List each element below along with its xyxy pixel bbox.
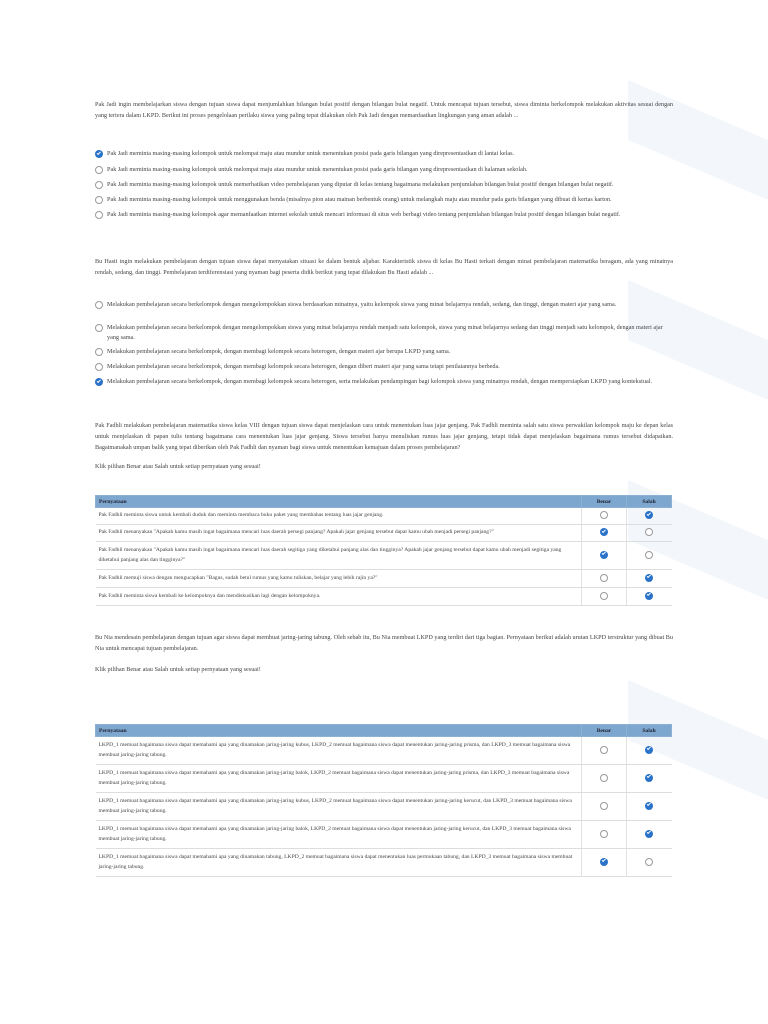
option-item[interactable]	[95, 165, 673, 175]
table-row	[96, 525, 672, 542]
option-item[interactable]	[95, 195, 673, 205]
salah-cell[interactable]	[627, 542, 672, 570]
radio-checked-icon[interactable]	[645, 774, 653, 782]
benar-cell[interactable]	[582, 849, 627, 877]
header-false: Salah	[627, 725, 672, 737]
statement-cell: Pak Fadhli menanyakan "Apakah kamu masih ingat bagaimana mencari luas daerah persegi panjang? Apakah jajar genjang tersebut dapat kamu ubah menjadi persegi panjang?"	[96, 525, 582, 542]
salah-cell[interactable]	[627, 765, 672, 793]
statement-cell: Pak Fadhli meminta siswa untuk kembali duduk dan meminta membaca buku paket yang membahas tentang luas jajar genjang.	[96, 508, 582, 525]
benar-cell[interactable]	[582, 508, 627, 525]
salah-cell[interactable]	[627, 849, 672, 877]
statement-cell: LKPD_1 memuat bagaimana siswa dapat memahami apa yang dinamakan tabung, LKPD_2 memuat bagaimana siswa dapat menentukan luas permukaan tabung, dan LKPD_3 memuat bagaimana siswa membuat jaring-jaring tabung.	[96, 849, 582, 877]
header-statement: Pernyataan	[96, 496, 582, 508]
radio-icon[interactable]	[95, 196, 103, 204]
benar-cell[interactable]	[582, 821, 627, 849]
table-header-row	[96, 725, 672, 737]
option-item[interactable]	[95, 149, 673, 159]
question-3	[95, 420, 673, 453]
statement-cell: LKPD_1 memuat bagaimana siswa dapat memahami apa yang dinamakan jaring-jaring kubus, LKPD_2 memuat bagaimana siswa dapat menentukan jaring-jaring prisma, dan LKPD_3 memuat bagaimana siswa membuat jaring-jaring tabung.	[96, 737, 582, 765]
radio-checked-icon[interactable]	[645, 511, 653, 519]
benar-cell[interactable]	[582, 737, 627, 765]
table-row	[96, 570, 672, 588]
benar-cell[interactable]	[582, 765, 627, 793]
benar-cell[interactable]	[582, 793, 627, 821]
table-row	[96, 508, 672, 525]
question-4-text: Bu Nia mendesain pembelajaran dengan tujuan agar siswa dapat membuat jaring-jaring tabung. Oleh sebab itu, Bu Nia membuat LKPD yang terdiri dari tiga bagian. Pernyataan berikut adalah urutan LKPD terstruktur yang dibuat Bu Nia untuk mencapai tujuan pembelajaran.	[95, 634, 673, 652]
option-item[interactable]	[95, 377, 673, 387]
statement-cell: Pak Fadhli meminta siswa kembali ke kelompoknya dan mendiskusikan lagi dengan kelompoknya.	[96, 588, 582, 606]
benar-cell[interactable]	[582, 542, 627, 570]
radio-icon[interactable]	[600, 802, 608, 810]
option-text: Pak Jadi meminta masing-masing kelompok untuk memerhatikan video pembelajaran yang diputar di kelas tentang bagaimana melakukan penjumlahan bilangan bulat positif dengan bilangan bulat negatif.	[107, 181, 614, 188]
statement-cell: LKPD_1 memuat bagaimana siswa dapat memahami apa yang dinamakan jaring-jaring balok, LKPD_2 memuat bagaimana siswa dapat menentukan jaring-jaring prisma, dan LKPD_3 memuat bagaimana siswa membuat jaring-jaring tabung.	[96, 765, 582, 793]
radio-icon[interactable]	[95, 348, 103, 356]
statement-cell: LKPD_1 memuat bagaimana siswa dapat memahami apa yang dinamakan jaring-jaring balok, LKPD_2 memuat bagaimana siswa dapat menentukan jaring-jaring kerucut, dan LKPD_3 memuat bagaimana siswa membuat jaring-jaring tabung.	[96, 821, 582, 849]
option-item[interactable]	[95, 180, 673, 190]
option-item[interactable]	[95, 362, 673, 372]
table-row	[96, 765, 672, 793]
radio-checked-icon[interactable]	[645, 746, 653, 754]
header-false: Salah	[627, 496, 672, 508]
option-text: Melakukan pembelajaran secara berkelompok, dengan membagi kelompok secara heterogen, serta melakukan pendampingan bagi kelompok siswa yang minatnya rendah, dengan mempersiapkan LKPD yang kontekstual.	[107, 378, 653, 385]
option-text: Melakukan pembelajaran secara berkelompok, dengan membagi kelompok secara heterogen, dengan materi ajar berupa LKPD yang sama.	[107, 348, 451, 355]
radio-icon[interactable]	[645, 858, 653, 866]
question-3-text: Pak Fadhli melakukan pembelajaran matematika siswa kelas VIII dengan tujuan siswa dapat menjelaskan cara untuk menentukan luas jajar genjang. Pak Fadhli meminta salah satu siswa perwakilan kelompok maju ke depan kelas untuk menjelaskan di papan tulis tentang bagaimana cara menentukan luas jajar genjang. Siswa tersebut hanya menuliskan rumus luas jajar genjang, tetapi tidak dapat menjelaskan bagaimana rumus tersebut didapatkan. Bagaimanakah umpan balik yang tepat diberikan oleh Pak Fadhli dan nyaman bagi siswa untuk menentukan kemajuan dalam proses pembelajaran?	[95, 422, 673, 451]
table-row	[96, 821, 672, 849]
radio-checked-icon[interactable]	[645, 802, 653, 810]
question-3-instruction: Klik pilihan Benar atau Salah untuk setiap pernyataan yang sesuai!	[95, 463, 261, 470]
question-4-table	[95, 724, 672, 877]
header-statement: Pernyataan	[96, 725, 582, 737]
statement-cell: Pak Fadhli memuji siswa dengan mengucapkan "Bagus, sudah betul rumus yang kamu tuliskan, belajar yang lebih rajin ya?"	[96, 570, 582, 588]
salah-cell[interactable]	[627, 737, 672, 765]
option-item[interactable]	[95, 210, 673, 220]
radio-checked-icon[interactable]	[600, 528, 608, 536]
option-text: Pak Jadi meminta masing-masing kelompok untuk melompat maju atau mundur untuk menentukan posisi pada garis bilangan yang direpresentasikan di lantai kelas.	[107, 150, 515, 157]
radio-icon[interactable]	[95, 166, 103, 174]
question-1-text: Pak Jadi ingin membelajarkan siswa dengan tujuan siswa dapat menjumlahkan bilangan bulat positif dengan bilangan bulat negatif. Untuk mencapai tujuan tersebut, siswa diminta berkelompok melakukan aktivitas sesuai dengan yang tertera dalam LKPD. Berikut ini proses pengelolaan perilaku siswa yang paling tepat dilakukan oleh Pak Jadi dengan memanfaatkan lingkungan yang aman adalah ...	[95, 101, 673, 119]
salah-cell[interactable]	[627, 821, 672, 849]
radio-checked-icon[interactable]	[645, 592, 653, 600]
question-2-text: Bu Hasti ingin melakukan pembelajaran dengan tujuan siswa dapat menyatakan situasi ke dalam bentuk aljabar. Karakteristik siswa di kelas Bu Hasti terkait dengan minat pembelajaran matematika beragam, ada yang minatnya rendah, sedang, dan tinggi. Pembelajaran terdiferensiasi yang nyaman bagi peserta didik berikut yang tepat dilakukan Bu Hasti adalah ...	[95, 258, 673, 276]
table-header-row	[96, 496, 672, 508]
radio-icon[interactable]	[600, 511, 608, 519]
question-4	[95, 632, 673, 654]
question-3-table	[95, 495, 672, 606]
option-item[interactable]	[95, 323, 673, 342]
radio-checked-icon[interactable]	[95, 378, 103, 386]
table-row	[96, 849, 672, 877]
table-row	[96, 737, 672, 765]
table-row	[96, 588, 672, 606]
table-row	[96, 542, 672, 570]
radio-icon[interactable]	[645, 551, 653, 559]
radio-checked-icon[interactable]	[95, 150, 103, 158]
radio-checked-icon[interactable]	[645, 830, 653, 838]
question-4-instruction-wrap	[95, 664, 673, 675]
radio-icon[interactable]	[645, 528, 653, 536]
statement-cell: Pak Fadhli menanyakan "Apakah kamu masih ingat bagaimana mencari luas daerah segitiga yang diketahui panjang alas dan tingginya? Apakah jajar genjang tersebut dapat kamu ubah menjadi segitiga yang diketahui panjang alas dan tingginya?"	[96, 542, 582, 570]
radio-icon[interactable]	[600, 830, 608, 838]
radio-checked-icon[interactable]	[600, 858, 608, 866]
option-item[interactable]	[95, 347, 673, 357]
option-text: Melakukan pembelajaran secara berkelompok dengan mengelompokkan siswa yang minat belajarnya rendah menjadi satu kelompok, siswa yang minat belajarnya sedang dan tinggi menjadi satu kelompok, dengan materi ajar yang sama.	[107, 324, 663, 341]
question-3-instruction-wrap	[95, 461, 673, 472]
question-4-instruction: Klik pilihan Benar atau Salah untuk setiap pernyataan yang sesuai!	[95, 666, 261, 673]
header-true: Benar	[582, 496, 627, 508]
radio-icon[interactable]	[600, 774, 608, 782]
benar-cell[interactable]	[582, 588, 627, 606]
option-text: Pak Jadi meminta masing-masing kelompok agar memanfaatkan internet sekolah untuk mencari informasi di situs web berbagi video tentang penjumlahan bilangan bulat positif dengan bilangan bulat negatif.	[107, 211, 621, 218]
radio-icon[interactable]	[95, 181, 103, 189]
salah-cell[interactable]	[627, 793, 672, 821]
radio-icon[interactable]	[600, 592, 608, 600]
benar-cell[interactable]	[582, 525, 627, 542]
radio-checked-icon[interactable]	[645, 574, 653, 582]
option-item[interactable]	[95, 300, 673, 310]
radio-icon[interactable]	[95, 363, 103, 371]
radio-checked-icon[interactable]	[600, 551, 608, 559]
benar-cell[interactable]	[582, 570, 627, 588]
option-text: Pak Jadi meminta masing-masing kelompok untuk menggunakan benda (misalnya pion atau mainan berbentuk orang) untuk melangkah maju atau mundur pada garis bilangan yang dibuat di kertas karton.	[107, 196, 612, 203]
radio-icon[interactable]	[95, 324, 103, 332]
header-true: Benar	[582, 725, 627, 737]
option-text: Melakukan pembelajaran secara berkelompok dengan mengelompokkan siswa berdasarkan minatnya, yaitu kelompok siswa yang minat belajarnya rendah, sedang, dan tinggi, dengan materi ajar yang sama.	[107, 301, 617, 308]
radio-icon[interactable]	[95, 301, 103, 309]
salah-cell[interactable]	[627, 525, 672, 542]
salah-cell[interactable]	[627, 570, 672, 588]
salah-cell[interactable]	[627, 588, 672, 606]
radio-icon[interactable]	[600, 574, 608, 582]
table-row	[96, 793, 672, 821]
radio-icon[interactable]	[600, 746, 608, 754]
question-2	[95, 256, 673, 278]
option-text: Pak Jadi meminta masing-masing kelompok untuk melompat maju atau mundur untuk menentukan posisi pada garis bilangan yang direpresentasikan di halaman sekolah.	[107, 166, 528, 173]
radio-icon[interactable]	[95, 211, 103, 219]
statement-cell: LKPD_1 memuat bagaimana siswa dapat memahami apa yang dinamakan jaring-jaring kubus, LKPD_2 memuat bagaimana siswa dapat menentukan jaring-jaring kerucut, dan LKPD_3 memuat bagaimana siswa membuat jaring-jaring tabung.	[96, 793, 582, 821]
option-text: Melakukan pembelajaran secara berkelompok, dengan membagi kelompok secara heterogen, dengan diberi materi ajar yang sama tetapi penilaiannya berbeda.	[107, 363, 500, 370]
question-1	[95, 99, 673, 121]
salah-cell[interactable]	[627, 508, 672, 525]
